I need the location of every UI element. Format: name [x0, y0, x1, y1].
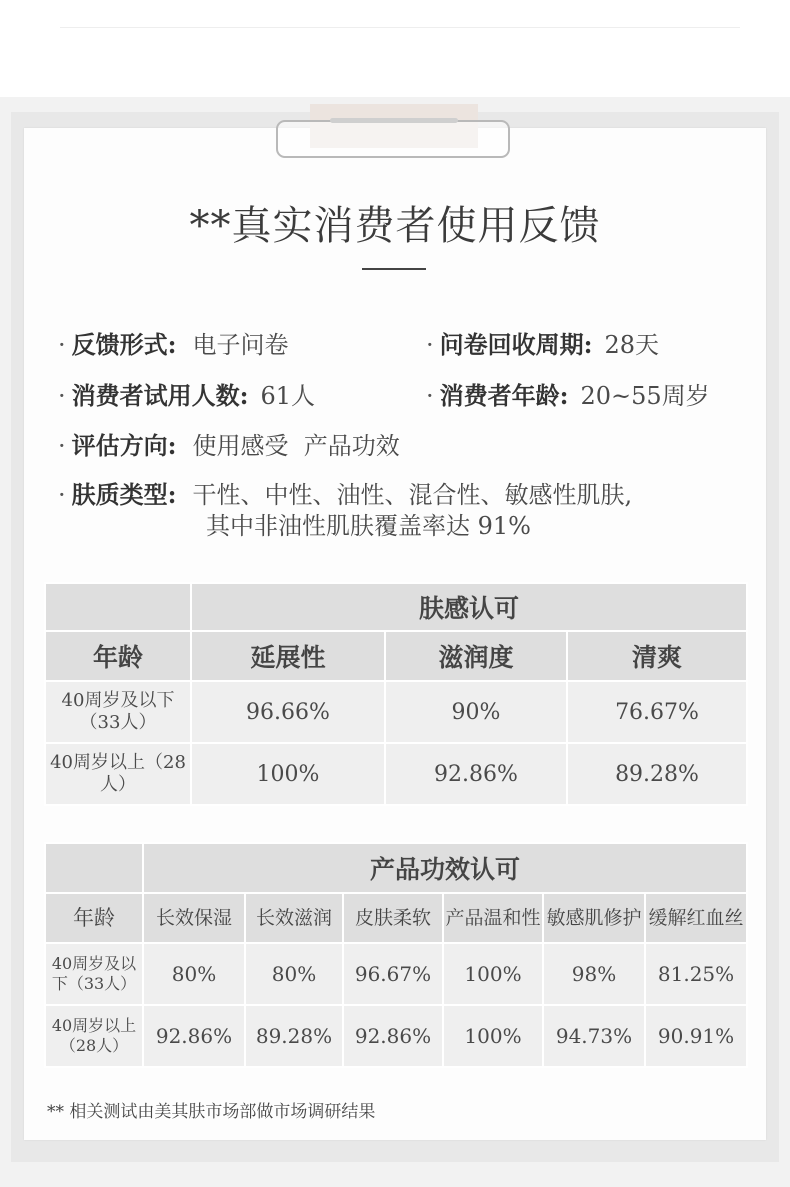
info-age-label: 消费者年龄: — [439, 381, 569, 410]
value-cell: 92.86% — [143, 1005, 245, 1067]
table-row — [45, 943, 747, 1005]
info-cycle — [426, 329, 659, 361]
value-cell: 94.73% — [543, 1005, 645, 1067]
page-title: **真实消费者使用反馈 — [189, 203, 601, 249]
bullet-dot: · — [426, 382, 434, 410]
bullet-dot: · — [426, 331, 434, 359]
value-cell: 89.28% — [245, 1005, 343, 1067]
clip-bar — [330, 118, 458, 123]
info-age-value: 20~55周岁 — [580, 382, 710, 410]
value-cell: 76.67% — [567, 681, 747, 743]
column-header: 延展性 — [191, 631, 385, 681]
info-age — [426, 380, 710, 412]
info-count-value: 61人 — [260, 382, 316, 410]
table-row — [45, 743, 747, 805]
value-cell: 90.91% — [645, 1005, 747, 1067]
value-cell: 81.25% — [645, 943, 747, 1005]
age-header: 年龄 — [45, 631, 191, 681]
info-skin-value-line1: 干性、中性、油性、混合性、敏感性肌肤, — [192, 481, 633, 509]
value-cell: 92.86% — [385, 743, 567, 805]
column-header: 皮肤柔软 — [343, 893, 443, 943]
column-header: 滋润度 — [385, 631, 567, 681]
info-skin-value-line2: 其中非油性肌肤覆盖率达 91% — [206, 512, 531, 540]
age-cell: 40周岁以上（28人） — [45, 1005, 143, 1067]
info-form — [58, 329, 289, 361]
product-efficacy-table — [44, 842, 748, 1068]
table-corner — [45, 583, 191, 631]
info-direction — [58, 430, 400, 462]
value-cell: 89.28% — [567, 743, 747, 805]
value-cell: 100% — [191, 743, 385, 805]
value-cell: 100% — [443, 1005, 543, 1067]
age-header: 年龄 — [45, 893, 143, 943]
top-divider — [60, 27, 740, 28]
info-direction-value: 使用感受 产品功效 — [192, 432, 400, 460]
group-header: 肤感认可 — [191, 583, 747, 631]
age-cell: 40周岁以上（28人） — [45, 743, 191, 805]
info-direction-label: 评估方向: — [71, 431, 177, 460]
table-corner — [45, 843, 143, 893]
value-cell: 96.67% — [343, 943, 443, 1005]
value-cell: 100% — [443, 943, 543, 1005]
value-cell: 98% — [543, 943, 645, 1005]
info-cycle-value: 28天 — [604, 331, 660, 359]
value-cell: 96.66% — [191, 681, 385, 743]
column-header: 长效保湿 — [143, 893, 245, 943]
title-underline — [362, 268, 426, 270]
info-form-label: 反馈形式: — [71, 330, 177, 359]
group-header: 产品功效认可 — [143, 843, 747, 893]
footnote: ** 相关测试由美其肤市场部做市场调研结果 — [47, 1102, 376, 1122]
age-cell: 40周岁及以下（33人） — [45, 681, 191, 743]
value-cell: 80% — [245, 943, 343, 1005]
info-count-label: 消费者试用人数: — [71, 381, 249, 410]
info-skin — [58, 479, 632, 511]
column-header: 缓解红血丝 — [645, 893, 747, 943]
skin-feel-table — [44, 582, 748, 806]
clipboard-clip-icon — [276, 120, 510, 158]
info-count — [58, 380, 315, 412]
column-header: 敏感肌修护 — [543, 893, 645, 943]
bullet-dot: · — [58, 382, 66, 410]
table-row — [45, 1005, 747, 1067]
value-cell: 80% — [143, 943, 245, 1005]
value-cell: 92.86% — [343, 1005, 443, 1067]
info-form-value: 电子问卷 — [192, 331, 289, 359]
value-cell: 90% — [385, 681, 567, 743]
age-cell: 40周岁及以下（33人） — [45, 943, 143, 1005]
info-skin-label: 肤质类型: — [71, 480, 177, 509]
bullet-dot: · — [58, 331, 66, 359]
column-header: 清爽 — [567, 631, 747, 681]
table-row — [45, 681, 747, 743]
bullet-dot: · — [58, 432, 66, 460]
info-cycle-label: 问卷回收周期: — [439, 330, 593, 359]
column-header: 长效滋润 — [245, 893, 343, 943]
column-header: 产品温和性 — [443, 893, 543, 943]
bullet-dot: · — [58, 481, 66, 509]
